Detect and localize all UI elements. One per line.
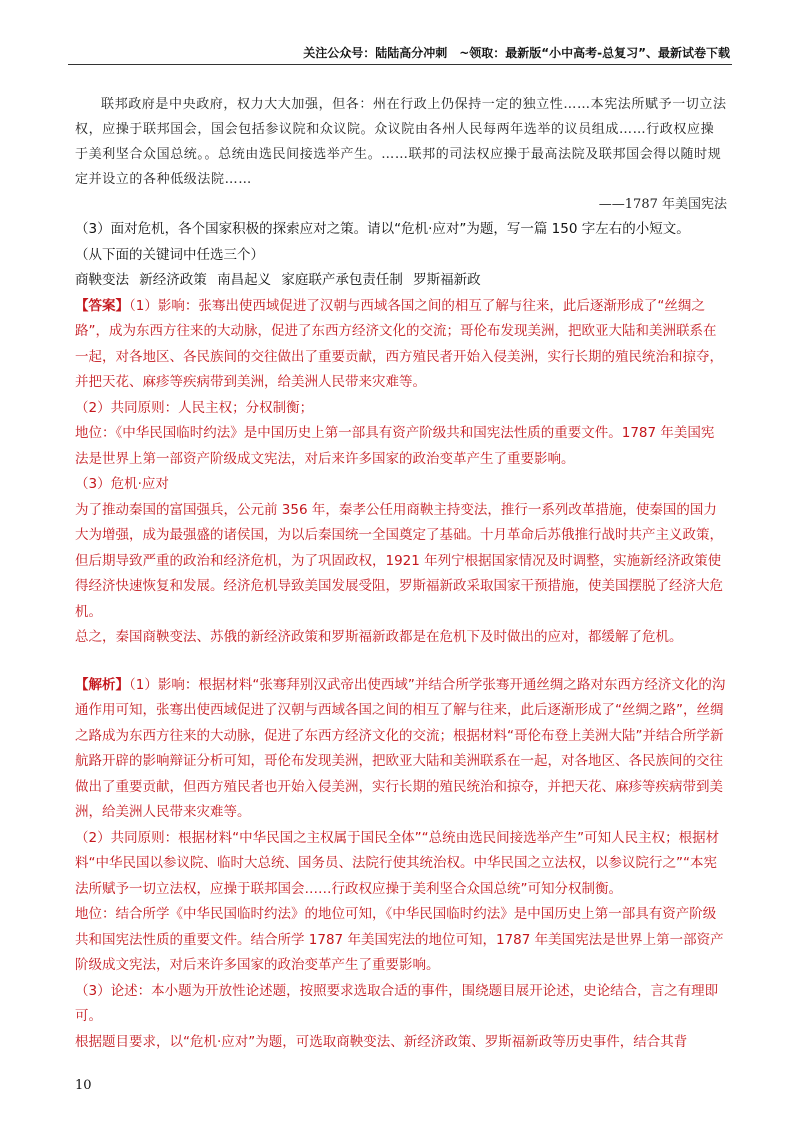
analysis-part3: （3）论述：本小题为开放性论述题，按照要求选取合适的事件，围绕题目展开论述，史论结合，言之有理即可。 — [75, 982, 719, 1024]
quote-source: ——1787 年美国宪法 — [598, 197, 727, 212]
answer-part1: （1）影响：张骞出使西域促进了汉朝与西域各国之间的相互了解与往来，此后逐渐形成了“丝绸之路”，成为东西方往来的大动脉，促进了东西方经济文化的交流；哥伦布发现美洲，把欧亚大陆和美洲联系在一起，对各地区、各民族间的交往做出了重要贡献，西方殖民者开始入侵美洲，实行长期的殖民统治和掠夺，并把天花、麻疹等疾病带到美洲，给美洲人民带来灾难等。 — [75, 297, 723, 390]
analysis-part3-body: 根据题目要求，以“危机·应对”为题，可选取商鞅变法、新经济政策、罗斯福新政等历史事件，结合其背 — [75, 1033, 688, 1050]
answer-tag: 【答案】 — [75, 297, 129, 314]
answer-part3-body: 为了推动秦国的富国强兵，公元前 356 年，秦孝公任用商鞅主持变法，推行一系列改革措施，使秦国的国力大为增强，成为最强盛的诸侯国，为以后秦国统一全国奠定了基础。十月革命后苏俄推行战时共产主义政策，但后期导致严重的政治和经济危机，为了巩固政权，1921 年列宁根据国家情况及时调整，实施新经济政策使得经济快速恢复和发展。经济危机导致美国发展受阻，罗斯福新政采取国家干预措施，使美国摆脱了经济大危机。 — [75, 501, 723, 620]
page-content — [75, 92, 727, 1055]
answer-part2-status: 地位：《中华民国临时约法》是中国历史上第一部具有资产阶级共和国宪法性质的重要文件。1787 年美国宪法是世界上第一部资产阶级成文宪法，对后来许多国家的政治变革产生了重要影响。 — [75, 425, 715, 467]
answer-part3-conclusion: 总之，秦国商鞅变法、苏俄的新经济政策和罗斯福新政都是在危机下及时做出的应对，都缓解了危机。 — [75, 629, 683, 645]
analysis-section — [75, 673, 727, 1056]
page-header: 关注公众号：陆陆高分冲刺 ~领取：最新版“小中高考-总复习”、最新试卷下载 — [303, 46, 730, 60]
question-keywords: 商鞅变法 新经济政策 南昌起义 家庭联产承包责任制 罗斯福新政 — [75, 272, 481, 288]
question-instruction: （从下面的关键词中任选三个） — [75, 246, 264, 263]
answer-part3-title: （3）危机·应对 — [75, 476, 169, 492]
section-gap — [75, 651, 727, 673]
analysis-tag: 【解析】 — [75, 676, 129, 693]
analysis-part1: （1）影响：根据材料“张骞拜别汉武帝出使西域”并结合所学张骞开通丝绸之路对东西方经济文化的沟通作用可知，张骞出使西域促进了汉朝与西域各国之间的相互了解与往来，此后逐渐形成了“丝绸之路”，丝绸之路成为东西方往来的大动脉，促进了东西方经济文化的交流；根据材料“哥伦布登上美洲大陆”并结合所学新航路开辟的影响辩证分析可知，哥伦布发现美洲，把欧亚大陆和美洲联系在一起，对各地区、各民族间的交往做出了重要贡献，但西方殖民者也开始入侵美洲，实行长期的殖民统治和掠夺，并把天花、麻疹等疾病带到美洲，给美洲人民带来灾难等。 — [75, 676, 726, 820]
answer-section — [75, 294, 727, 651]
header-divider — [68, 64, 732, 65]
quote-text: 联邦政府是中央政府，权力大大加强，但各：州在行政上仍保持一定的独立性……本宪法所赋予一切立法权，应操于联邦国会，国会包括参议院和众议院。众议院由各州人民每两年选举的议员组成……行政权应操于美利坚合众国总统。。总统由选民间接选举产生。……联邦的司法权应操于最高法院及联邦国会得以随时规定并设立的各种低级法院…… — [75, 97, 727, 187]
answer-part2: （2）共同原则：人民主权；分权制衡； — [75, 399, 314, 416]
question-prompt: （3）面对危机，各个国家积极的探索应对之策。请以“危机·应对”为题，写一篇 150 字左右的小短文。 — [75, 221, 690, 237]
analysis-part2: （2）共同原则：根据材料“中华民国之主权属于国民全体”“总统由选民间接选举产生”可知人民主权；根据材料“中华民国以参议院、临时大总统、国务员、法院行使其统治权。中华民国之立法权，以参议院行之”“本宪法所赋予一切立法权，应操于联邦国会……行政权应操于美利坚合众国总统”可知分权制衡。 — [75, 829, 720, 897]
page-number: 10 — [75, 1078, 92, 1093]
analysis-part2-status: 地位：结合所学《中华民国临时约法》的地位可知，《中华民国临时约法》是中国历史上第一部具有资产阶级共和国宪法性质的重要文件。结合所学 1787 年美国宪法的地位可知，1787 年美国宪法是世界上第一部资产阶级成文宪法，对后来许多国家的政治变革产生了重要影响。 — [75, 906, 724, 973]
